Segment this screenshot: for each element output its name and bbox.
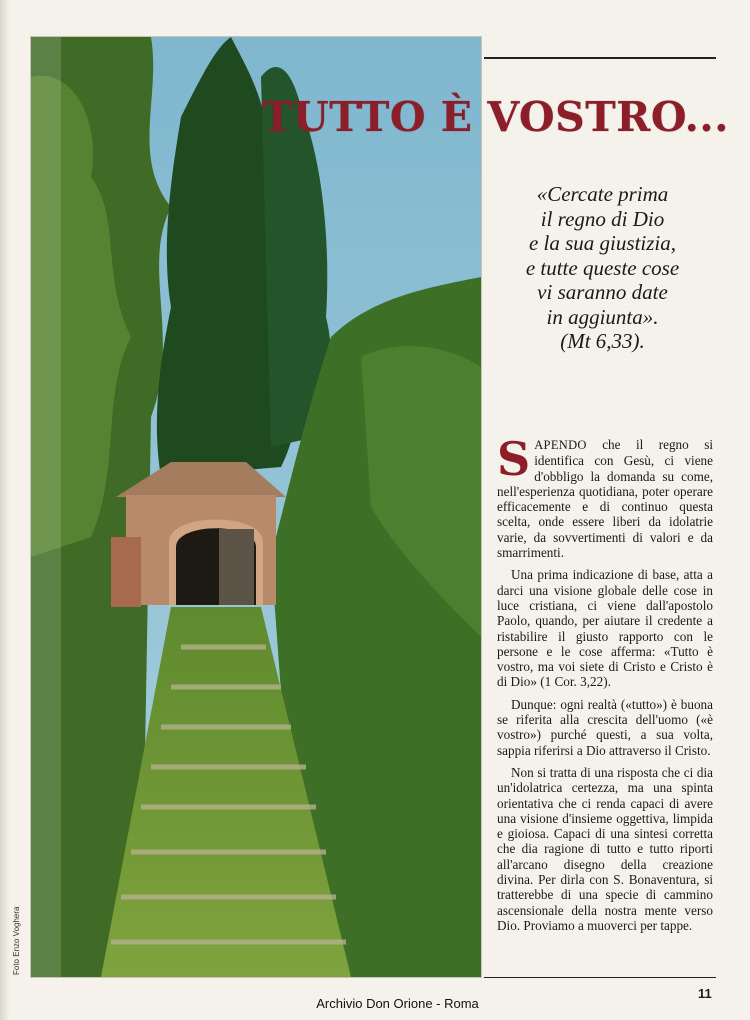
- top-rule: [484, 57, 716, 59]
- paragraph: Una prima indicazione di base, atta a darci una visione globale delle cose in luce cristiana, ci viene dall'apostolo Paolo, quando, per aiutare il credente a ristabilire il giusto rapporto con le persone e le cose afferma: «Tutto è vostro, ma voi siete di Cristo e Cristo è di Dio» (1 Cor. 3,22).: [497, 567, 713, 690]
- paragraph: Non si tratta di una risposta che ci dia un'idolatrica certezza, ma una spinta orientativa che ci renda capaci di avere una visione d'insieme oggettiva, limpida e gioiosa. Capaci di una sintesi corretta che dia ragione di tutto e tutto riporti all'arcano disegno della creazione divina. Per dirla con S. Bonaventura, si tratterebbe di una specie di cammino ascensionale della nostra mente verso Dio. Proviamo a muoverci per tappe.: [497, 764, 713, 933]
- page-edge: [0, 0, 10, 1020]
- quote-line: «Cercate prima: [536, 182, 669, 206]
- drop-cap: S: [497, 432, 531, 486]
- quote-line: in aggiunta».: [546, 304, 659, 329]
- quote-line: il regno di Dio: [540, 206, 665, 231]
- quote-reference: (Mt 6,33).: [560, 329, 645, 353]
- quote-line: vi saranno date: [537, 280, 668, 304]
- quote-line: e la sua giustizia,: [528, 231, 676, 255]
- archive-caption: Archivio Don Orione - Roma: [316, 996, 479, 1011]
- article-title: TUTTO È VOSTRO...: [262, 93, 729, 141]
- quote-line: e tutte queste cose: [525, 255, 680, 280]
- photo-credit: Foto Enzo Voghera: [12, 906, 21, 975]
- paragraph-text: che il regno si identifica con Gesù, ci viene d'obbligo la domanda su come, nell'esperienza quotidiana, poter operare efficacemente e di continuo questa scelta, onde essere liberi da idolatrie varie, da sovvertimenti di valori e da smarrimenti.: [497, 437, 713, 561]
- garden-photo: [30, 36, 482, 978]
- photo-illustration: [31, 37, 481, 977]
- paragraph: Dunque: ogni realtà («tutto») è buona se riferita alla crescita dell'uomo («è vostro») purché questi, a sua volta, sappia riferirsi a Dio attraverso il Cristo.: [497, 696, 713, 758]
- paragraph: [497, 432, 713, 561]
- page-number: 11: [698, 986, 712, 1001]
- article-body: [497, 432, 713, 940]
- first-word-rest: APENDO: [534, 438, 587, 452]
- bottom-rule: [484, 977, 716, 978]
- scripture-quote: [495, 182, 710, 354]
